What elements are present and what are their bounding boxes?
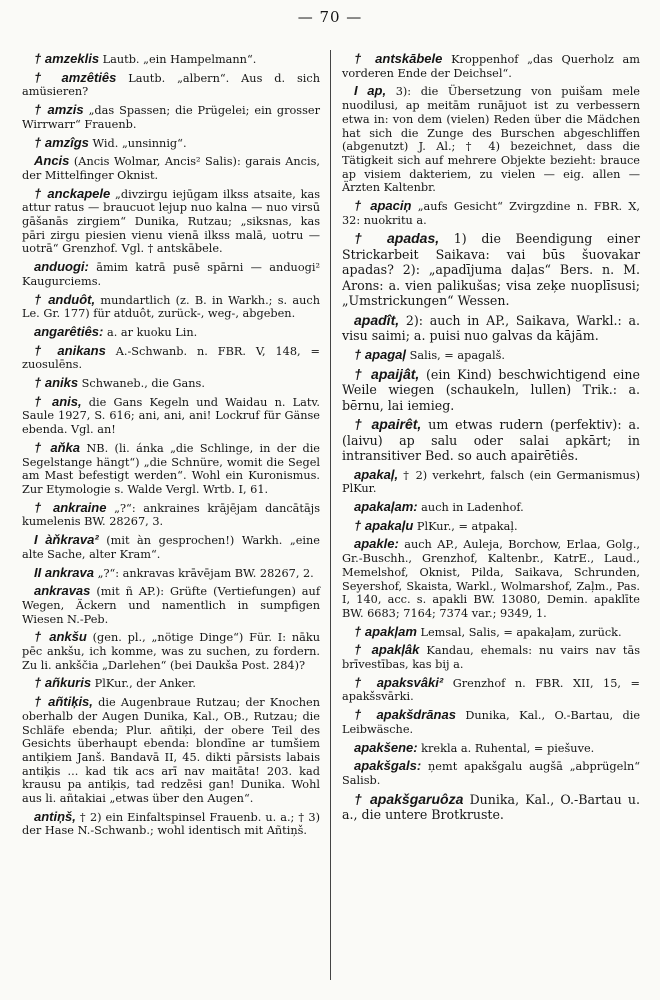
entry-headword: angarêtiês: [34,323,104,339]
dictionary-entry [342,468,640,496]
entry-definition: um etwas rudern (perfektiv): a. (laivu) ap salu oder salai apkārt; in intransitiver Bed. so auch apairētiês. [342,417,640,464]
entry-headword: † apakšdrānas [354,707,456,723]
entry-headword: apakaļ, [354,466,399,482]
entry-definition: NB. (li. ánka „die Schlinge, in der die Segelstange hängt“) „die Schnüre, womit die Segel am Mast befestigt werden“. Wohl ein Kuronismus. Zur Etymologie s. Walde Vergl. Wrtb. I, 61. [22,441,320,496]
entry-headword: † apakļam [354,623,417,639]
dictionary-entry [22,676,320,691]
entry-definition: „divzirgu iejūgam ilkss atsaite, kas attur ratus — braucuot lejup nuo kalna — nuo virsū gāšanās zirgiem“ Dunika, Rutzau; „siksnas, kas pāri zirgu piesien vienu vienā ilkss malā, uotru — uotrā“ Grenzhof. Vgl. † antskābele. [22,187,321,256]
entry-definition: Lemsal, Salis, = apakaļam, zurück. [416,625,622,639]
entry-headword: † apairêt, [354,416,422,433]
entry-headword: † apakļâk [354,642,420,658]
entry-headword: † añtiķis, [34,694,93,710]
dictionary-entry [342,313,640,344]
dictionary-entry [22,325,320,340]
entry-definition: mundartlich (z. B. in Warkh.; s. auch Le. Gr. 177) für atduôt, zurück-, weg-, abgeben. [22,293,320,321]
dictionary-entry [342,537,640,620]
entry-definition: āmim katrā pusē spārni — anduogi² Kaugurciems. [22,261,320,288]
entry-definition: A.-Schwanb. n. FBR. V, 148, = zuosulēns. [22,344,320,372]
left-column [22,52,320,842]
dictionary-entry [342,84,640,195]
entry-headword: † amzeklis [34,51,100,66]
column-divider [330,50,331,980]
entry-headword: † ankšu [34,629,87,645]
dictionary-entry [22,501,320,529]
dictionary-entry [342,625,640,640]
dictionary-entry [22,136,320,151]
entry-definition: „aufs Gesicht“ Zvirgzdine n. FBR. X, 32: nuokritu a. [342,200,640,227]
dictionary-entry [22,695,320,806]
entry-headword: † apaijât, [354,365,420,382]
entry-headword: apakle: [354,536,399,552]
entry-headword: apakšene: [354,739,418,755]
entry-definition: (mit ñ AP.): Grüfte (Vertiefungen) auf Wegen, Äckern und namentlich in sumpfigen Wiesen N.-Peb. [22,585,320,626]
dictionary-entry [342,519,640,534]
right-column [342,52,640,827]
entry-headword: † ankraine [34,499,107,515]
entry-headword: ankravas [34,583,91,599]
entry-definition: (mit àn gesprochen!) Warkh. „eine alte Sache, alter Kram“. [22,534,320,561]
entry-headword: † apadas, [354,230,440,247]
entry-definition: auch in Ladenhof. [417,501,524,515]
entry-headword: † anduôt, [34,291,96,307]
entry-headword: II ankrava [34,564,94,580]
dictionary-entry [22,71,320,99]
dictionary-entry [22,154,320,182]
entry-definition: Schwaneb., die Gans. [78,377,205,391]
entry-headword: † apaciņ [354,198,412,214]
entry-headword: † anis, [34,393,82,409]
dictionary-entry [22,187,320,257]
entry-definition: Grenzhof n. FBR. XII, 15, = apakšsvārki. [342,676,641,704]
entry-headword: † apaksvâki² [354,674,444,690]
entry-definition: „?“: ankravas krāvējam BW. 28267, 2. [94,566,314,580]
dictionary-entry [342,367,640,414]
entry-headword: anduogi: [34,259,89,275]
entry-headword: † aniks [34,375,79,391]
dictionary-entry [22,533,320,561]
entry-definition: Kroppenhof „das Querholz am vorderen Ende der Deichsel“. [342,53,640,80]
dictionary-entry [22,810,320,838]
dictionary-entry [22,395,320,437]
entry-definition: Salis, = apagalš. [406,348,506,362]
dictionary-entry [342,759,640,787]
dictionary-entry [342,348,640,363]
dictionary-entry [342,52,640,80]
entry-definition: ņemt apakšgalu augšā „abprügeln“ Salisb. [342,760,640,787]
entry-headword: I ap, [354,83,387,99]
dictionary-entry [22,566,320,581]
entry-headword: † amzis [34,102,84,118]
entry-headword: I àňkrava² [34,532,99,548]
entry-headword: † amzêtiês [34,69,117,85]
entry-definition: die Gans Kegeln und Waidau n. Latv. Saule 1927, S. 616; ani, ani, ani! Lockruf für Gänse ebenda. Vgl. an! [22,395,321,437]
dictionary-entry [342,500,640,515]
entry-headword: † amzîgs [34,134,89,150]
dictionary-entry [22,52,320,67]
entry-definition: 1) die Beendigung einer Strickarbeit Saikava: vai būs šuovakar apadas? 2): „apadījuma daļas“ Bers. n. M. Arons: a. vien palikušas; visa zeķe nuoplīsusi; „Umstrickungen“ Wessen. [342,231,640,309]
entry-definition: 2): auch in AP., Saikava, Warkl.: a. visu saimi; a. puisi nuo galvas da kājām. [342,312,640,344]
entry-headword: † anikans [34,342,106,358]
entry-definition: krekla a. Ruhental, = piešuve. [417,741,595,755]
entry-headword: antiņš, [34,808,76,824]
entry-definition: „das Spassen; die Prügelei; ein grosser Wirrwarr“ Frauenb. [22,104,320,131]
entry-definition: † 2) ein Einfaltspinsel Frauenb. u. a.; † 3) der Hase N.-Schwanb.; wohl identisch mit Añtiņš. [22,810,320,838]
dictionary-entry [22,260,320,288]
dictionary-entry [342,792,640,823]
dictionary-entry [342,708,640,736]
entry-definition: PlKur., = atpakaļ. [413,519,518,533]
entry-definition: „?“: ankraines krājējam dancātājs kumelenis BW. 28267, 3. [22,501,320,529]
entry-definition: auch AP., Auleja, Borchow, Erlaa, Golg., Gr.-Buschh., Grenzhof, Kaltenbr., KatrE., Laud., Memelshof, Oknist, Pilda, Saikava, Schrunden, Seyershof, Skaista, Warkl., Wolmarshof, Zaļm., Pas. I, 140, acc. s. apakli BW. 13080, Demin. apaklīte BW. 6683; 7164; 7374 var.; 9349, 1. [342,538,640,620]
entry-headword: † antskābele [354,51,443,66]
dictionary-entry [22,344,320,372]
dictionary-entry [342,741,640,756]
dictionary-entry [22,441,320,497]
dictionary-entry [22,103,320,131]
dictionary-entry [22,293,320,321]
dictionary-entry [342,231,640,309]
entry-headword: † apagaļ [354,346,407,362]
entry-definition: Dunika, Kal., O.-Bartau u. a., die untere Brotkruste. [342,791,640,823]
entry-headword: † añkuris [34,675,92,691]
entry-definition: Lautb. „ein Hampelmann“. [99,53,257,66]
entry-definition: Dunika, Kal., O.-Bartau, die Leibwäsche. [342,709,641,736]
entry-headword: † aňka [34,439,81,455]
entry-definition: † 2) verkehrt, falsch (ein Germanismus) PlKur. [342,468,640,496]
dictionary-entry [342,417,640,464]
entry-headword: † apakšgaruôza [354,790,464,807]
entry-definition: die Augenbraue Rutzau; der Knochen oberhalb der Augen Dunika, Kal., OB., Rutzau; die Schläfe ebenda; Plur. añtiķi, der obere Teil des Gesichts überhaupt ebenda: blondīne ar tumšiem antiķiem Janš. Bandavā II, 45. dikti pārsists labais antiķis ... kad tik acs arī nav maitāta! 203. kad krausu pa antiķis, tad redzēsi gan! Dunika. Wohl aus li. añtakiai „etwas über den Augen“. [22,696,320,806]
entry-definition: (Ancis Wolmar, Ancis² Salis): garais Ancis, der Mittelfinger Oknist. [22,155,320,182]
entry-definition: Wid. „unsinnig“. [88,136,187,150]
entry-definition: Kandau, ehemals: nu vairs nav tās brīvestības, kas bij a. [342,644,640,672]
dictionary-entry [22,630,320,672]
entry-definition: (ein Kind) beschwichtigend eine Weile wiegen (schaukeln, lullen) Trik.: a. bērnu, lai iemieg. [342,366,640,413]
entry-headword: † anckapele [34,185,111,201]
entry-headword: apadît, [354,311,400,328]
entry-definition: (gen. pl., „nötige Dinge“) Für. I: nāku pēc ankšu, ich komme, was zu suchen, zu fordern. Zu li. ankščia „Darlehen“ (bei Daukša Post. 284)? [22,631,320,672]
dictionary-entry [22,584,320,626]
dictionary-entry [342,676,640,704]
entry-definition: PlKur., der Anker. [91,677,196,691]
entry-definition: 3): die Übersetzung von puišam mele nuodilusi, ap meitām runājuot ist zu verbessern etwa in: von dem (vielen) Reden über die Mädchen hat sich die Zunge des Burschen abgeschliffen (abgenutzt) J. Al.; † 4) bezeichnet, dass die Tätigkeit sich auf mehrere Objekte bezieht: brauce ap visiem dakteriem, zu vielen — eig. allen — Ärzten Kaltenbr. [342,85,640,195]
dictionary-entry [342,643,640,671]
entry-headword: † apakaļu [354,517,414,533]
dictionary-entry [342,199,640,227]
entry-definition: Lautb. „albern“. Aus d. sich amüsieren? [22,71,320,99]
entry-headword: apakaļam: [354,499,418,515]
page-number: — 70 — [297,8,363,26]
entry-definition: a. ar kuoku Lin. [103,325,198,339]
dictionary-entry [22,376,320,391]
entry-headword: Ancis [34,153,70,169]
entry-headword: apakšgals: [354,758,422,774]
